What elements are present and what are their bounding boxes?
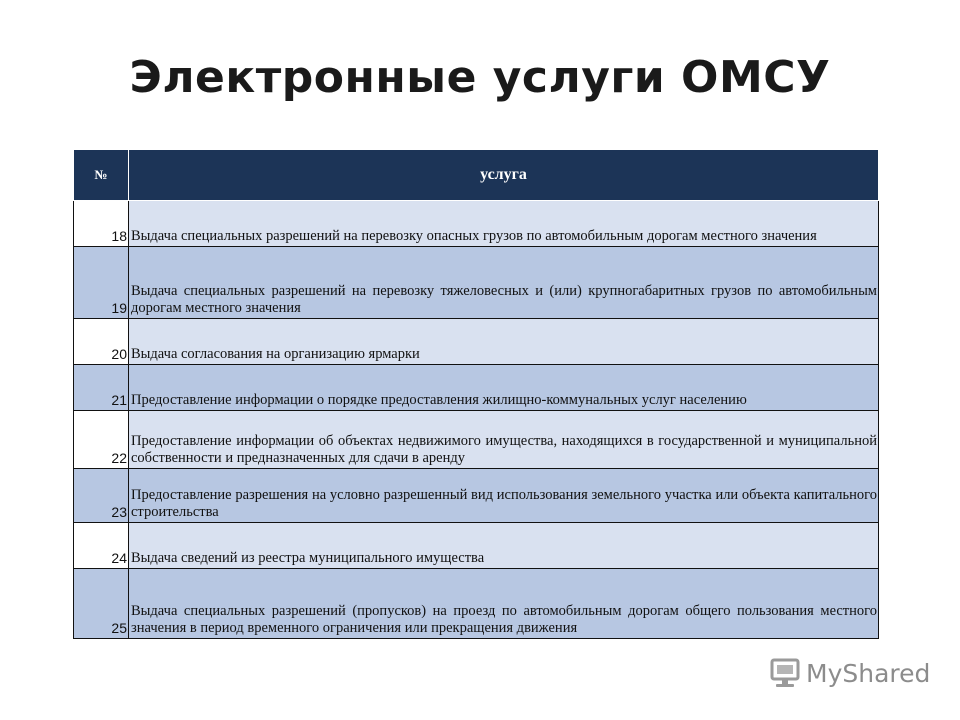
table-row <box>74 201 879 247</box>
table-row <box>74 411 879 469</box>
page-title: Электронные услуги ОМСУ <box>129 52 831 103</box>
row-number: 18 <box>74 201 129 247</box>
row-number: 22 <box>74 411 129 469</box>
number-column-header: № <box>74 150 129 201</box>
row-number: 24 <box>74 523 129 569</box>
table-row <box>74 523 879 569</box>
services-table <box>73 149 879 639</box>
row-service: Выдача специальных разрешений (пропусков) на проезд по автомобильным дорогам общего пользования местного значения в период временного ограничения или прекращения движения <box>129 569 879 639</box>
row-service: Предоставление информации о порядке предоставления жилищно-коммунальных услуг населению <box>129 365 879 411</box>
row-number: 23 <box>74 469 129 523</box>
row-number: 25 <box>74 569 129 639</box>
monitor-icon <box>768 656 802 690</box>
table-row <box>74 319 879 365</box>
logo-text: MyShared <box>806 658 931 688</box>
service-column-header: услуга <box>129 150 879 201</box>
myshared-logo <box>768 655 930 691</box>
row-service: Выдача сведений из реестра муниципального имущества <box>129 523 879 569</box>
row-service: Выдача специальных разрешений на перевозку тяжеловесных и (или) крупногабаритных грузов по автомобильным дорогам местного значения <box>129 247 879 319</box>
table-header-row <box>74 150 879 201</box>
row-number: 20 <box>74 319 129 365</box>
row-number: 19 <box>74 247 129 319</box>
row-service: Предоставление разрешения на условно разрешенный вид использования земельного участка или объекта капитального строительства <box>129 469 879 523</box>
row-number: 21 <box>74 365 129 411</box>
row-service: Предоставление информации об объектах недвижимого имущества, находящихся в государственной и муниципальной собственности и предназначенных для сдачи в аренду <box>129 411 879 469</box>
row-service: Выдача согласования на организацию ярмарки <box>129 319 879 365</box>
table-row <box>74 247 879 319</box>
row-service: Выдача специальных разрешений на перевозку опасных грузов по автомобильным дорогам местного значения <box>129 201 879 247</box>
table-row <box>74 569 879 639</box>
table-row <box>74 365 879 411</box>
table-row <box>74 469 879 523</box>
